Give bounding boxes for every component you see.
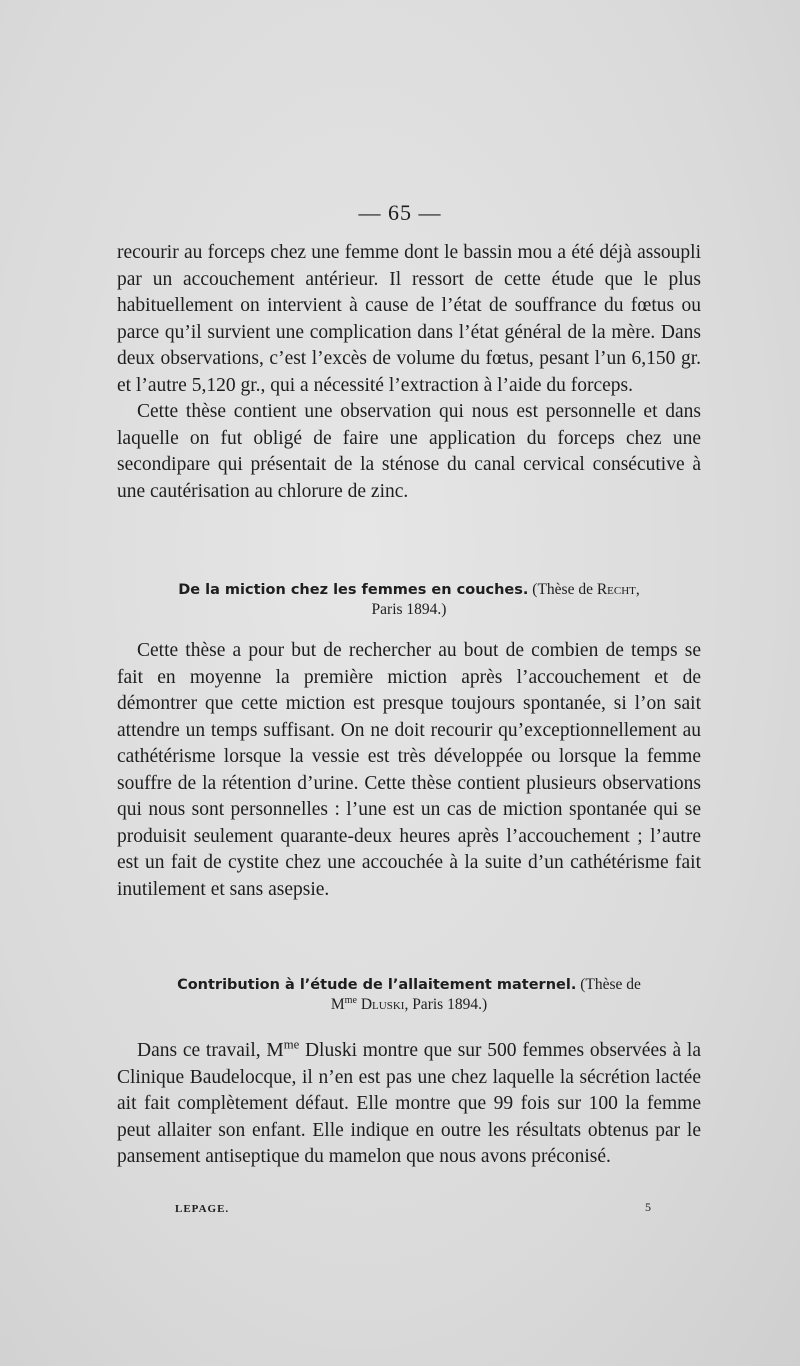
citation-suffix-miction: Paris 1894.): [371, 601, 447, 618]
paragraph-allaitement: [117, 1038, 701, 1171]
citation-author-miction: Recht: [596, 581, 636, 598]
citation-author-allaitement: Dluski: [360, 996, 405, 1013]
citation-prefix-allaitement: (Thèse de: [580, 976, 641, 993]
citation-prefix-miction: (Thèse de: [532, 581, 593, 598]
citation-author-title-sup: me: [344, 994, 357, 1006]
paragraph-allaitement-sup: me: [283, 1037, 300, 1052]
intro-paragraph-2: Cette thèse contient une observation qui nous est personnelle et dans laquelle on fut obligé de faire une application du forceps chez une secondipare qui présentait de la sténose du canal cervical consécutive à une cautérisation au chlorure de zinc.: [117, 401, 701, 502]
paragraph-allaitement-start: Dans ce travail, M: [137, 1040, 284, 1061]
section-body-allaitement: [117, 1038, 701, 1171]
section-title-miction: De la miction chez les femmes en couches.: [178, 582, 529, 598]
citation-author-title: M: [330, 996, 345, 1013]
section-heading-allaitement: Contribution à l’étude de l’allaitement maternel. (Thèse de $M^{me}$ Dluski, Paris 1894.): [177, 976, 641, 1013]
paragraph-allaitement-rest: Dluski montre que sur 500 femmes observées à la Clinique Baudelocque, il n’en est pas une chez laquelle la sécrétion lactée ait fait complètement défaut. Elle montre que 99 fois sur 100 la femme peut allaiter son enfant. Elle indique en outre les résultats obtenus par le pansement antiseptique du mamelon que nous avons préconisé.: [117, 1040, 701, 1167]
paragraph-miction: Cette thèse a pour but de rechercher au bout de combien de temps se fait en moyenne la première miction après l’accouchement et de démontrer que cette miction est presque toujours spontanée, si l’on sait attendre un temps suffisant. On ne doit recourir qu’exceptionnellement au cathétérisme lorsque la vessie est très développée ou lorsque la femme souffre de la rétention d’urine. Cette thèse contient plusieurs observations qui nous sont personnelles : l’une est un cas de miction spontanée qui se produisit seulement quarante-deux heures après l’accouchement ; l’autre est un fait de cystite chez une accouchée à la suite d’un cathétérisme fait inutilement et sans asepsie.: [117, 640, 701, 900]
section-heading-miction: De la miction chez les femmes en couches. (Thèse de Recht, Paris 1894.): [178, 581, 640, 618]
citation-suffix-allaitement: Paris 1894.): [412, 996, 488, 1013]
signature-number: 5: [645, 1200, 651, 1214]
intro-paragraph-1: recourir au forceps chez une femme dont le bassin mou a été déjà assoupli par un accouchement antérieur. Il ressort de cette étude que le plus habituellement on intervient à cause de l’état de souffrance du fœtus ou parce qu’il survient une complication dans l’état général de la mère. Dans deux observations, c’est l’excès de volume du fœtus, pesant l’un 6,150 gr. et l’autre 5,120 gr., qui a nécessité l’extraction à l’aide du forceps.: [117, 242, 701, 396]
section-body-miction: [117, 638, 701, 903]
section-title-allaitement: Contribution à l’étude de l’allaitement maternel.: [177, 977, 577, 993]
intro-text: [117, 240, 701, 505]
signature-mark: LEPAGE.: [175, 1203, 230, 1215]
page-number: — 65 —: [358, 200, 442, 225]
